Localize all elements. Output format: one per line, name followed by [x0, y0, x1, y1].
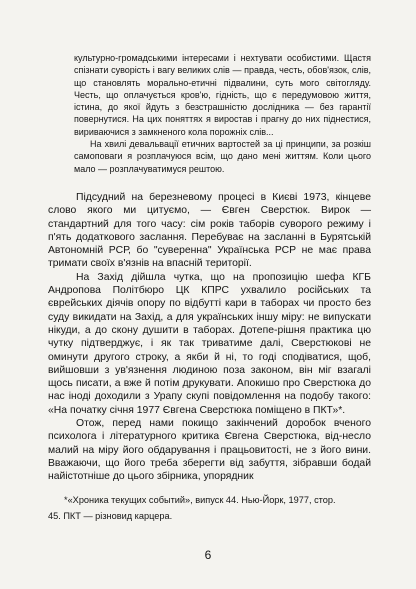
page-number: 6	[204, 548, 212, 562]
footnote-line-1: *«Хроника текущих событий», випуск 44. Нью-Йорк, 1977, стор.	[64, 495, 336, 505]
main-paragraph-2: На Захід дійшла чутка, що на пропозицію шефа КГБ Андропова Політбюро ЦК КПРС ухвалило російських та єврейських діячів опору по відбутті кари в таборах чи просто без суду викидати на Захід, а для українських іншу міру: не випускати нікуди, а до скону душити в таборах. Дотепе-рішня практика цю чутку підтверджує, і як так триватиме далі, Сверстюкові не оминути другого строку, а якби й ні, то годі сподіватися, щоб, вийшовши з ув'язнення людиною поза законом, він міг взагалі щось писати, а вже й потім друкувати. Апокишо про Сверстюка до нас іноді доходили з Урапу скупі повідомлення на подобу такого: «На початку січня 1977 Євгена Сверстюка поміщено в ПКТ»*.	[48, 271, 371, 416]
quote-paragraph-1: культурно-громадськими інтересами і нехтувати особистими. Щастя спізнати суворість і вагу великих слів — правда, честь, обов'язок, слів, що становлять морально-етичні підвалини, суть мого світогляду. Честь, що оплачується кров'ю, гідність, що є передумовою життя, істина, до якої йдуть з безстрашністю дослідника — без гарантії повернутися. На цих поняттях я виростав і прагну до них піднестися, вириваючися з замкненого кола порожніх слів...	[74, 53, 371, 137]
main-paragraph-1: Підсудний на березневому процесі в Києві 1973, кінцеве слово якого ми цитуємо, — Євген Сверстюк. Вирок — стандартний для того часу: сім років таборів суворого режиму і п'ять додаткового заслання. Перебуває на засланні в Бурятській Автономній РСР, бо "суверенна" Українська РСР не має права тримати своїх в'язнів на впасній території.	[48, 192, 371, 270]
main-paragraph-3: Отож, перед нами покищо закінчений доробок вченого психолога і літературного критика Євгена Сверстюка, від-несло малий на міру його обдарування і працьовитості, не з його вини. Вважаючи, що його треба зберегти від забуття, зібравши бодай найістотніше до цього збірника, упорядник	[48, 418, 371, 483]
footnotes	[48, 492, 371, 524]
footnote-line-2: 45. ПКТ — різновид карцера.	[48, 511, 173, 521]
block-quote	[74, 52, 371, 175]
quote-paragraph-2: На хвилі девальвації етичних вартостей за ці принципи, за розкіш самоповаги я розплачуюся всім, що дано мені життям. Коли цього мало — розплачуватимуся рештою.	[74, 139, 371, 174]
main-text	[48, 191, 371, 484]
